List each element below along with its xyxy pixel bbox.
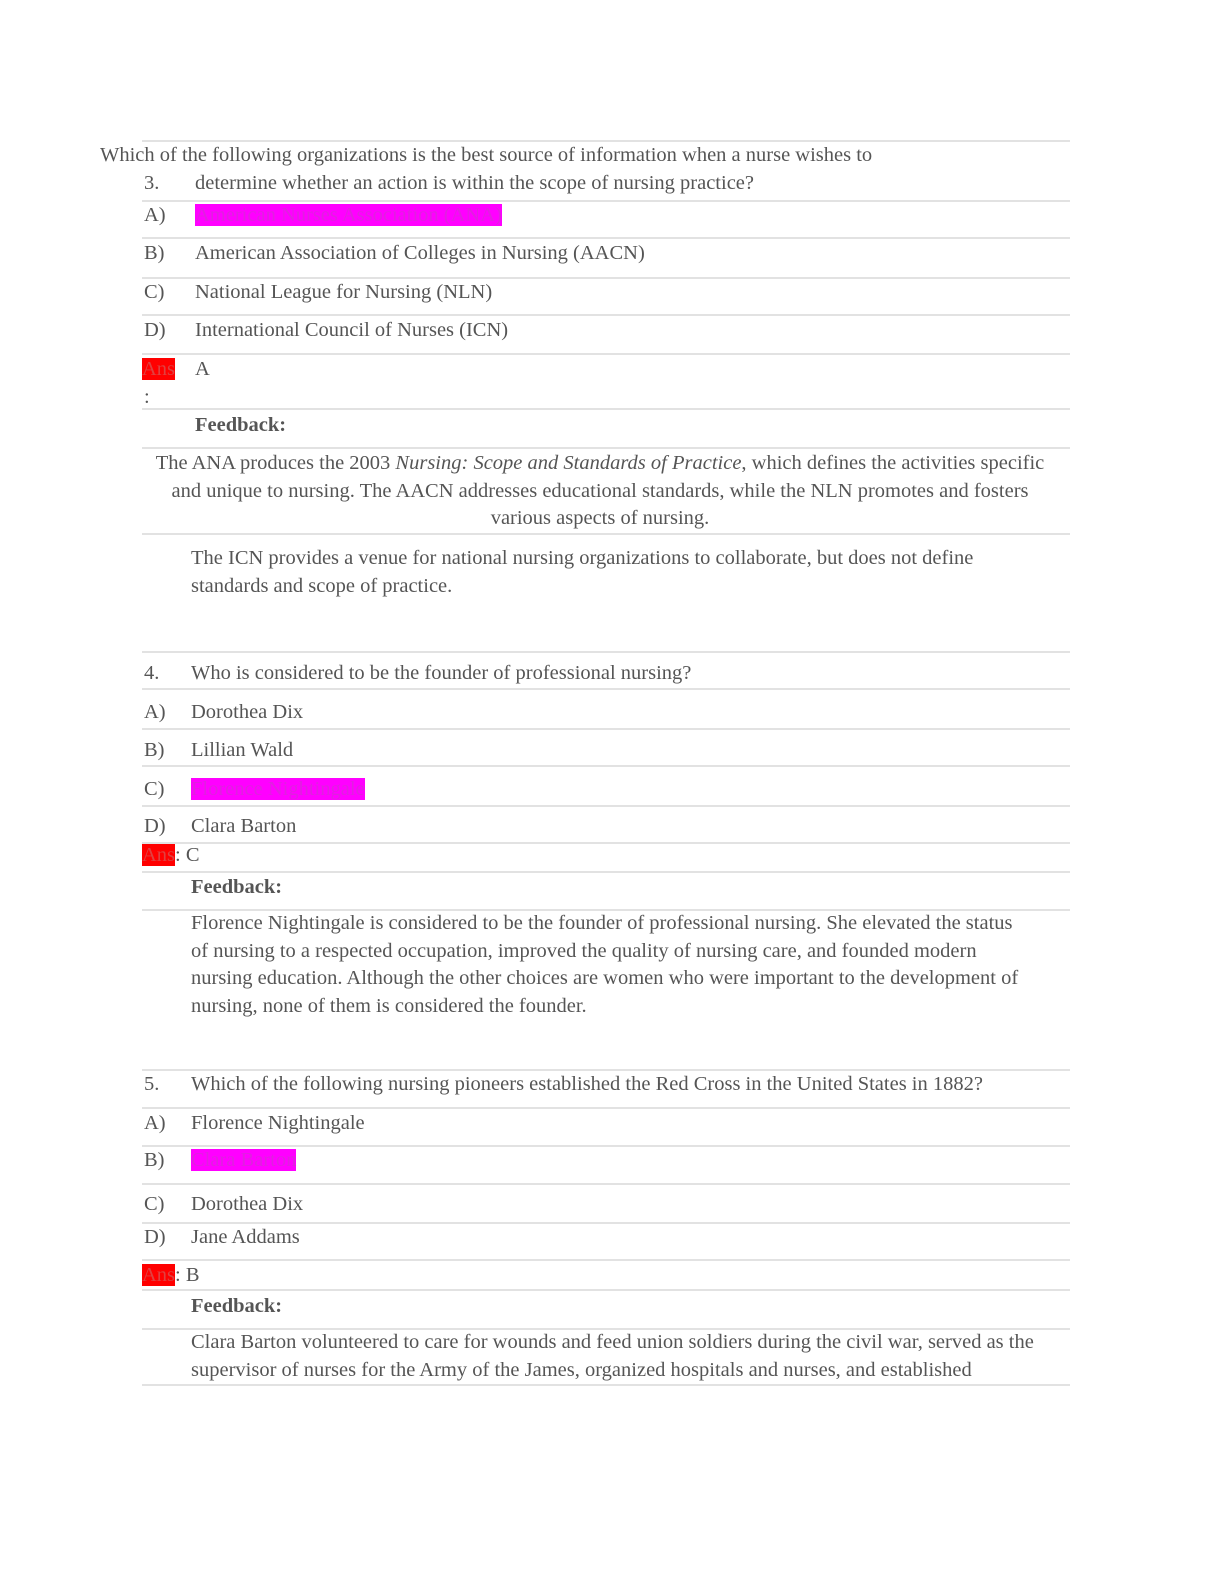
row-divider bbox=[142, 1183, 1070, 1185]
row-divider bbox=[142, 1384, 1070, 1386]
q3-option-b: American Association of Colleges in Nursing (AACN) bbox=[195, 242, 645, 264]
row-divider bbox=[142, 1107, 1070, 1109]
q3-stem-line2: determine whether an action is within the scope of nursing practice? bbox=[195, 172, 754, 194]
q4-option-d-letter: D) bbox=[144, 815, 166, 837]
row-divider bbox=[142, 353, 1070, 355]
q4-number: 4. bbox=[144, 662, 160, 684]
q4-feedback: Florence Nightingale is considered to be the founder of professional nursing. She elevated the status of nursing to a respected occupation, improved the quality of nursing care, and founded modern nursing education. Although the other choices are women who were important to the development of nursing, none of them is considered the founder. bbox=[191, 912, 1019, 1017]
q5-option-d: Jane Addams bbox=[191, 1226, 300, 1248]
q5-option-a: Florence Nightingale bbox=[191, 1112, 365, 1134]
row-divider bbox=[142, 871, 1070, 873]
q5-feedback-label: Feedback: bbox=[191, 1295, 283, 1317]
row-divider bbox=[142, 805, 1070, 807]
row-divider bbox=[142, 533, 1070, 535]
row-divider bbox=[142, 688, 1070, 690]
row-divider bbox=[142, 447, 1070, 449]
q3-option-d: International Council of Nurses (ICN) bbox=[195, 319, 509, 341]
q4-option-a-letter: A) bbox=[144, 701, 166, 723]
q5-option-d-letter: D) bbox=[144, 1226, 166, 1248]
row-divider bbox=[142, 651, 1070, 653]
q3-option-a-correct: American Nurses Association (ANA) bbox=[195, 204, 502, 226]
q3-feedback-paragraph-2: The ICN provides a venue for national nursing organizations to collaborate, but does not define standards and scope of practice. bbox=[191, 547, 974, 597]
q5-option-c: Dorothea Dix bbox=[191, 1193, 304, 1215]
row-divider bbox=[142, 842, 1070, 844]
q5-ans-label: Ans bbox=[142, 1264, 176, 1286]
q4-feedback-label: Feedback: bbox=[191, 876, 283, 898]
q4-option-c-letter: C) bbox=[144, 778, 165, 800]
row-divider bbox=[142, 314, 1070, 316]
q3-feedback-label: Feedback: bbox=[195, 414, 287, 436]
q5-stem: Which of the following nursing pioneers established the Red Cross in the United States in 1882? bbox=[191, 1073, 983, 1095]
row-divider bbox=[142, 728, 1070, 730]
q5-option-b-correct: Clara Barton bbox=[191, 1149, 297, 1171]
q5-answer: : B bbox=[175, 1264, 200, 1286]
row-divider bbox=[142, 765, 1070, 767]
q4-option-c-correct: Florence Nightingale bbox=[191, 778, 365, 800]
q5-feedback: Clara Barton volunteered to care for wounds and feed union soldiers during the civil war, served as the supervisor of nurses for the Army of the James, organized hospitals and nurses, and established bbox=[191, 1331, 1034, 1381]
q4-option-a: Dorothea Dix bbox=[191, 701, 304, 723]
q3-option-c-letter: C) bbox=[144, 281, 165, 303]
q3-feedback-paragraph-1: The ANA produces the 2003 Nursing: Scope and Standards of Practice, which defines the activities specific and unique to nursing. The AACN addresses educational standards, while the NLN promotes and fosters various aspects of nursing. bbox=[155, 452, 1045, 529]
q4-option-b: Lillian Wald bbox=[191, 739, 294, 761]
q5-option-a-letter: A) bbox=[144, 1112, 166, 1134]
q4-option-b-letter: B) bbox=[144, 739, 165, 761]
row-divider bbox=[142, 1259, 1070, 1261]
q3-answer: A bbox=[195, 358, 210, 380]
q3-stem-line1: Which of the following organizations is the best source of information when a nurse wishes to bbox=[100, 144, 873, 166]
q5-option-b-letter: B) bbox=[144, 1149, 165, 1171]
q3-feedback-italic-title: Nursing: Scope and Standards of Practice bbox=[395, 452, 742, 474]
row-divider bbox=[142, 408, 1070, 410]
q3-option-c: National League for Nursing (NLN) bbox=[195, 281, 493, 303]
row-divider bbox=[142, 1289, 1070, 1291]
q3-number: 3. bbox=[144, 172, 160, 194]
q4-option-d: Clara Barton bbox=[191, 815, 297, 837]
q3-option-b-letter: B) bbox=[144, 242, 165, 264]
q4-ans-label: Ans bbox=[142, 844, 176, 866]
q3-option-a-letter: A) bbox=[144, 204, 166, 226]
q4-answer: : C bbox=[175, 844, 200, 866]
q3-ans-label: Ans bbox=[142, 358, 176, 380]
q3-ans-colon: : bbox=[144, 386, 150, 408]
row-divider bbox=[142, 237, 1070, 239]
q5-number: 5. bbox=[144, 1073, 160, 1095]
q5-option-c-letter: C) bbox=[144, 1193, 165, 1215]
q4-stem: Who is considered to be the founder of professional nursing? bbox=[191, 662, 692, 684]
q3-option-d-letter: D) bbox=[144, 319, 166, 341]
